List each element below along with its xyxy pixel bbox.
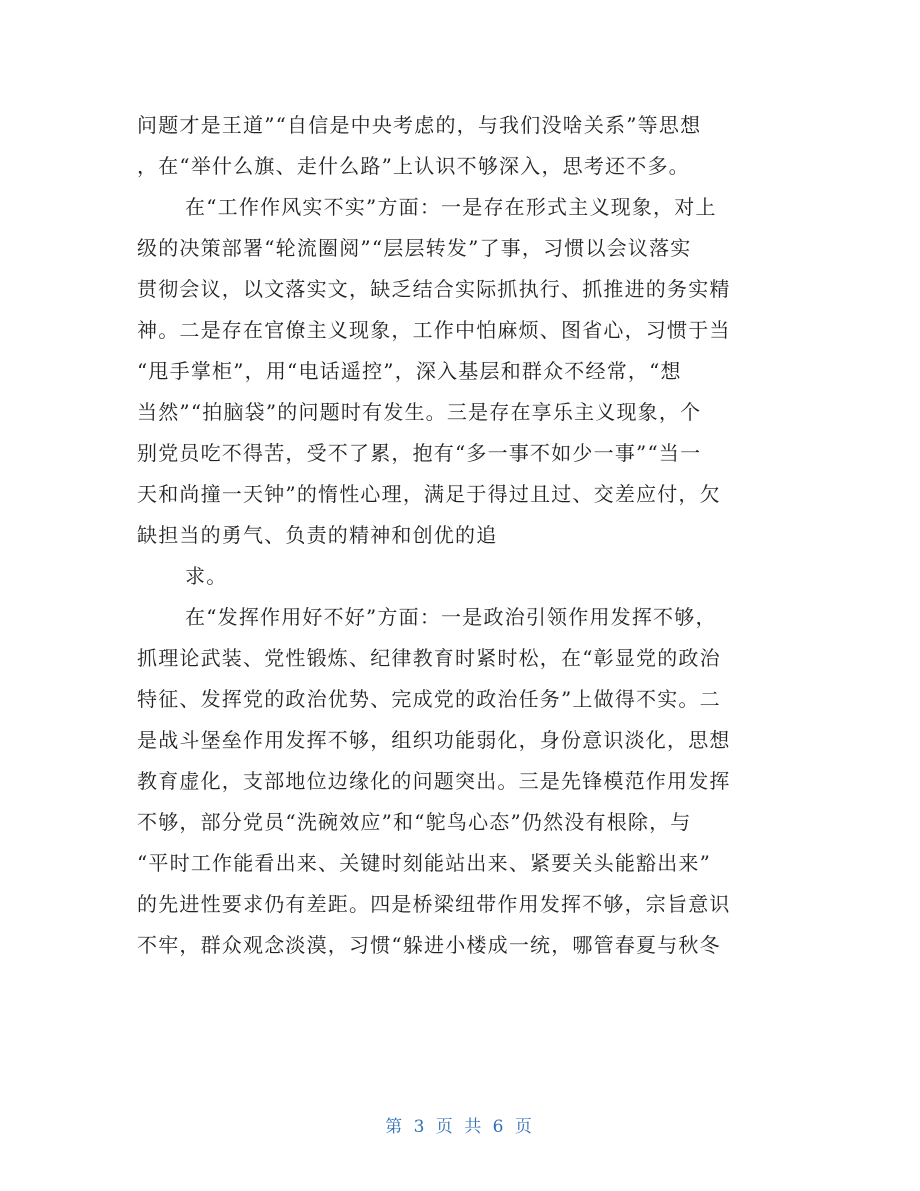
text-line: 是战斗堡垒作用发挥不够，组织功能弱化，身份意识淡化，思想 bbox=[137, 728, 731, 752]
text-line: 神。二是存在官僚主义现象，工作中怕麻烦、图省心，习惯于当 bbox=[137, 318, 731, 342]
text-line: 在“工作作风实不实”方面：一是存在形式主义现象，对上 bbox=[185, 195, 717, 219]
text-line: 缺担当的勇气、负责的精神和创优的追 bbox=[137, 523, 498, 547]
text-line: ，在“举什么旗、走什么路”上认识不够深入，思考还不多。 bbox=[137, 154, 690, 178]
text-line: 特征、发挥党的政治优势、完成党的政治任务”上做得不实。二 bbox=[137, 687, 721, 711]
text-line: “甩手掌柜”，用“电话遥控”，深入基层和群众不经常，“想 bbox=[137, 359, 682, 383]
text-line: 求。 bbox=[185, 564, 228, 588]
text-line: 不牢，群众观念淡漠，习惯“躲进小楼成一统，哪管春夏与秋冬 bbox=[137, 933, 721, 957]
page-number-footer: 第 3 页 共 6 页 bbox=[385, 1117, 535, 1137]
text-line: 问题才是王道”“自信是中央考虑的，与我们没啥关系”等思想 bbox=[137, 113, 702, 137]
text-line: 教育虚化，支部地位边缘化的问题突出。三是先锋模范作用发挥 bbox=[137, 769, 731, 793]
text-line: 别党员吃不得苦，受不了累，抱有“多一事不如少一事”“当一 bbox=[137, 441, 702, 465]
text-line: 在“发挥作用好不好”方面：一是政治引领作用发挥不够， bbox=[185, 605, 717, 629]
text-line: 的先进性要求仍有差距。四是桥梁纽带作用发挥不够，宗旨意识 bbox=[137, 892, 731, 916]
text-line: 当然”“拍脑袋”的问题时有发生。三是存在享乐主义现象，个 bbox=[137, 400, 702, 424]
body-text bbox=[137, 105, 777, 966]
text-line: 抓理论武装、党性锻炼、纪律教育时紧时松，在“彰显党的政治 bbox=[137, 646, 721, 670]
text-line: 贯彻会议，以文落实文，缺乏结合实际抓执行、抓推进的务实精 bbox=[137, 277, 731, 301]
text-line: 不够，部分党员“洗碗效应”和“鸵鸟心态”仍然没有根除，与 bbox=[137, 810, 692, 834]
text-line: 级的决策部署“轮流圈阅”“层层转发”了事，习惯以会议落实 bbox=[137, 236, 692, 260]
text-line: 天和尚撞一天钟”的惰性心理，满足于得过且过、交差应付，欠 bbox=[137, 482, 721, 506]
text-line: “平时工作能看出来、关键时刻能站出来、紧要关头能豁出来” bbox=[137, 851, 712, 875]
